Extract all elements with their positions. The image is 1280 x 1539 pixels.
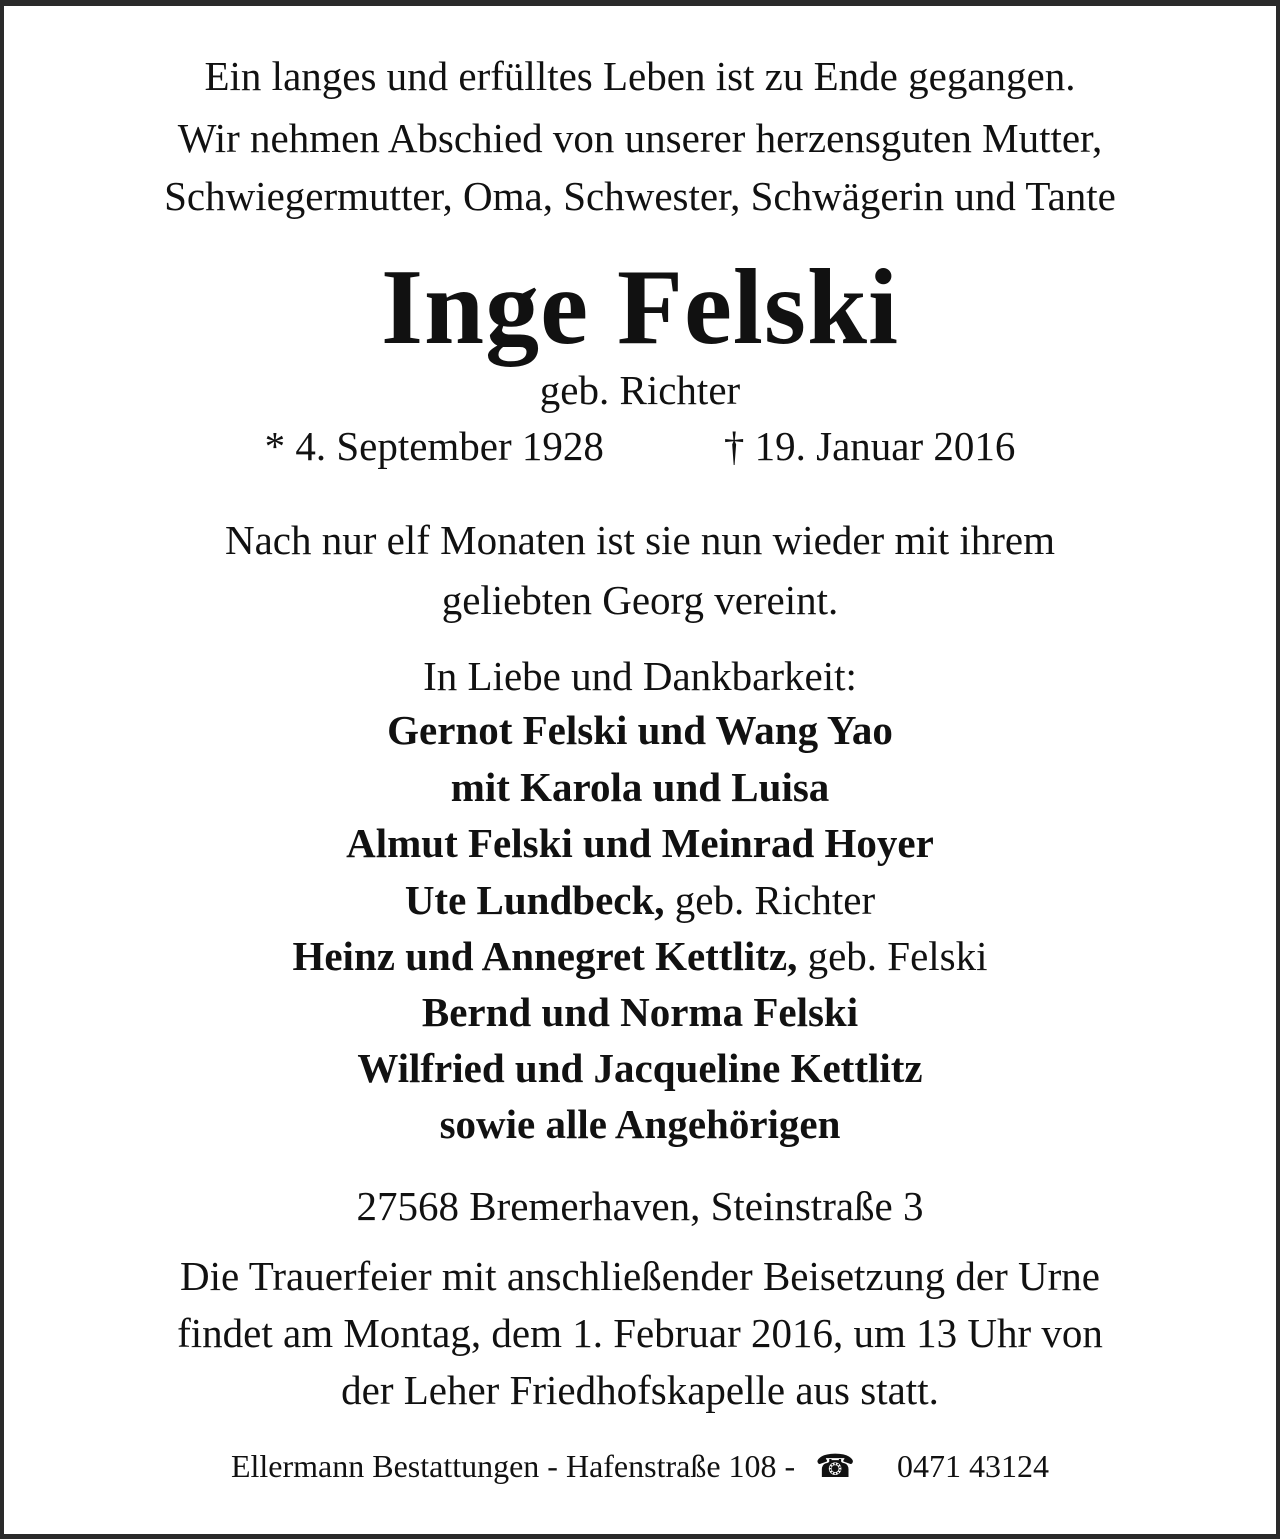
mourner-name: Ute Lundbeck, (404, 877, 665, 923)
mourner-birth-name: geb. Felski (807, 933, 988, 979)
birth-date: * 4. September 1928 (264, 423, 604, 469)
address: 27568 Bremerhaven, Steinstraße 3 (356, 1183, 924, 1229)
funeral-line-3: der Leher Friedhofskapelle aus statt. (341, 1367, 939, 1413)
intro-line-3: Schwiegermutter, Oma, Schwester, Schwägerin und Tante (164, 173, 1116, 219)
mourner-name: Gernot Felski und Wang Yao (387, 707, 893, 753)
death-date: † 19. Januar 2016 (723, 423, 1016, 469)
mourner-line (4, 707, 1276, 753)
mourner-name: Almut Felski und Meinrad Hoyer (346, 820, 934, 866)
birth-name: geb. Richter (539, 367, 741, 413)
mourner-line (4, 989, 1276, 1035)
mourner-line (4, 877, 1276, 923)
mourner-name: Bernd und Norma Felski (421, 989, 859, 1035)
mourner-line (4, 764, 1276, 810)
undertaker-footer (4, 1450, 1276, 1482)
mourner-name: Heinz und Annegret Kettlitz, (292, 933, 798, 979)
undertaker-name: Ellermann Bestattungen - Hafenstraße 108 - (230, 1448, 796, 1484)
intro-line-2: Wir nehmen Abschied von unserer herzensguten Mutter, (177, 115, 1103, 161)
message-line-1: Nach nur elf Monaten ist sie nun wieder mit ihrem (224, 517, 1056, 563)
life-dates (4, 423, 1276, 469)
mourner-line (4, 1101, 1276, 1147)
mourner-name: mit Karola und Luisa (450, 764, 830, 810)
funeral-line-2: findet am Montag, dem 1. Februar 2016, um 13 Uhr von (177, 1310, 1103, 1356)
mourner-line (4, 820, 1276, 866)
mourner-birth-name: geb. Richter (674, 877, 876, 923)
funeral-line-1: Die Trauerfeier mit anschließender Beisetzung der Urne (180, 1253, 1100, 1299)
mourner-name: sowie alle Angehörigen (439, 1101, 841, 1147)
intro-line-1: Ein langes und erfülltes Leben ist zu Ende gegangen. (204, 53, 1076, 99)
mourners-intro: In Liebe und Dankbarkeit: (423, 653, 857, 699)
mourner-name: Wilfried und Jacqueline Kettlitz (357, 1045, 923, 1091)
mourner-line (4, 1045, 1276, 1091)
phone-icon: ☎ (815, 1448, 856, 1484)
undertaker-phone: 0471 43124 (897, 1448, 1050, 1484)
message-line-2: geliebten Georg vereint. (441, 577, 839, 623)
deceased-name: Inge Felski (380, 248, 900, 367)
mourner-line (4, 933, 1276, 979)
